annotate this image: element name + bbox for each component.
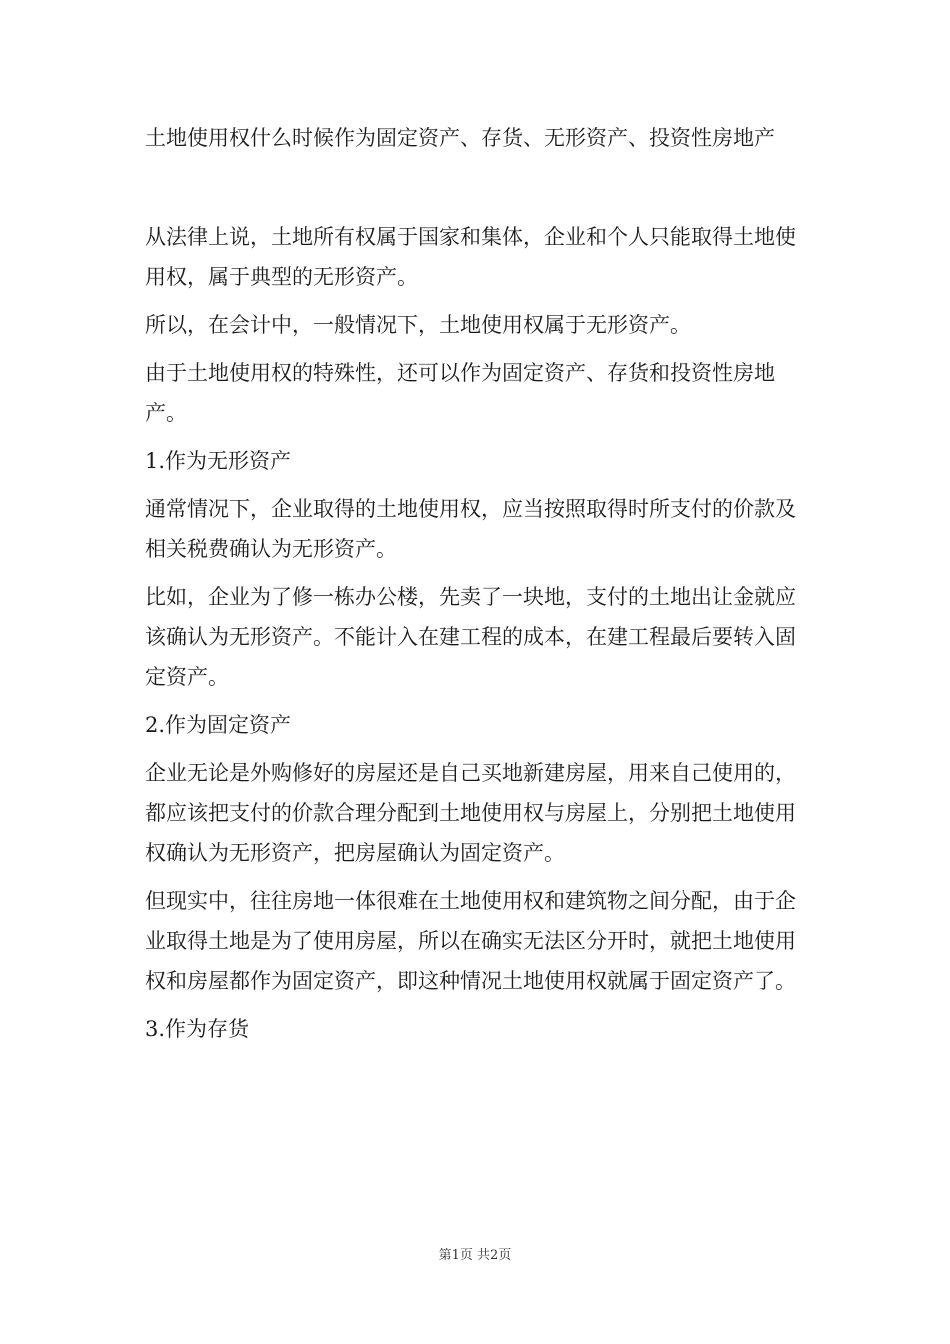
document-title: 土地使用权什么时候作为固定资产、存货、无形资产、投资性房地产 [145, 126, 775, 150]
section-heading-1: 1.作为无形资产 [145, 449, 292, 473]
paragraph-6: 企业无论是外购修好的房屋还是自己买地新建房屋，用来自己使用的，都应该把支付的价款合理分配到土地使用权与房屋上，分别把土地使用权确认为无形资产，把房屋确认为固定资产。 [145, 761, 796, 865]
paragraph-5: 比如，企业为了修一栋办公楼，先卖了一块地，支付的土地出让金就应该确认为无形资产。不能计入在建工程的成本，在建工程最后要转入固定资产。 [145, 585, 796, 689]
paragraph-2: 所以，在会计中，一般情况下，土地使用权属于无形资产。 [145, 313, 691, 337]
section-heading-2: 2.作为固定资产 [145, 713, 292, 737]
paragraph-1: 从法律上说，土地所有权属于国家和集体，企业和个人只能取得土地使用权，属于典型的无形资产。 [145, 225, 796, 289]
paragraph-3: 由于土地使用权的特殊性，还可以作为固定资产、存货和投资性房地产。 [145, 361, 775, 425]
document-body [145, 217, 815, 1057]
section-heading-3: 3.作为存货 [145, 1017, 250, 1041]
paragraph-7: 但现实中，往往房地一体很难在土地使用权和建筑物之间分配，由于企业取得土地是为了使用房屋，所以在确实无法区分开时，就把土地使用权和房屋都作为固定资产，即这种情况土地使用权就属于固定资产了。 [145, 889, 796, 993]
paragraph-4: 通常情况下，企业取得的土地使用权，应当按照取得时所支付的价款及相关税费确认为无形资产。 [145, 497, 796, 561]
page-footer: 第1页 共2页 [438, 1248, 512, 1263]
